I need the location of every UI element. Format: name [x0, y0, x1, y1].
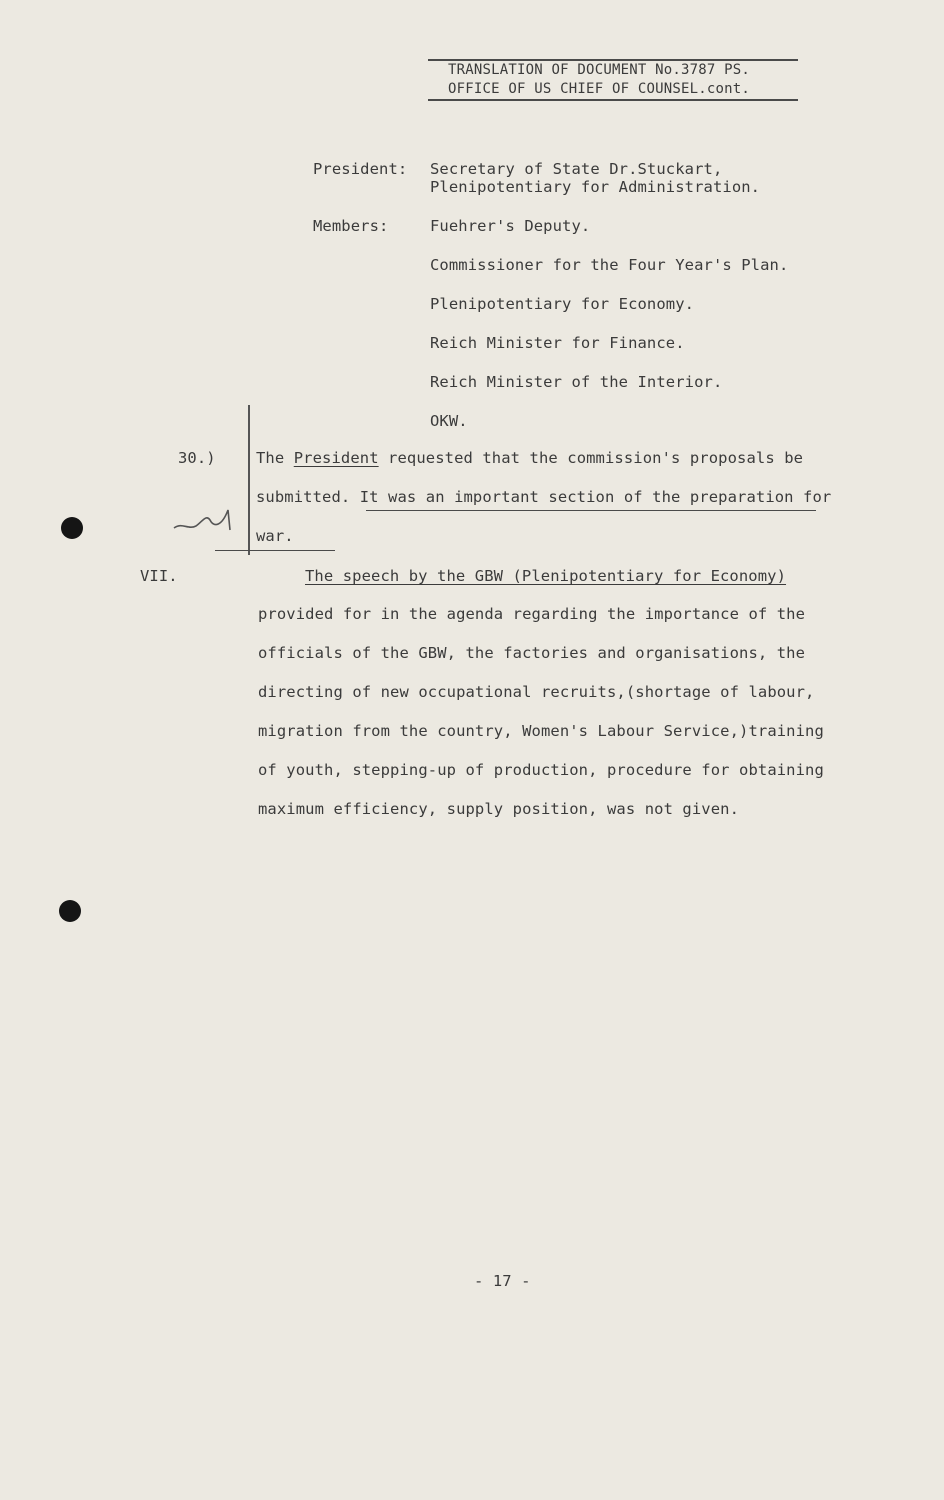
members-label: Members: [313, 217, 389, 235]
section-7-line: directing of new occupational recruits,(shortage of labour, [258, 683, 815, 701]
item-30-rest: requested that the commission's proposals be [378, 449, 804, 467]
section-7-line: migration from the country, Women's Labour Service,)training [258, 722, 824, 740]
handwritten-mark [170, 500, 240, 540]
section-7-heading: The speech by the GBW (Plenipotentiary for Economy) [305, 567, 787, 585]
member-item: Reich Minister of the Interior. [430, 373, 723, 391]
member-item: Fuehrer's Deputy. [430, 217, 591, 235]
president-label: President: [313, 160, 408, 178]
president-line-2: Plenipotentiary for Administration. [430, 178, 761, 196]
punch-hole-bottom [59, 900, 81, 922]
member-item: Commissioner for the Four Year's Plan. [430, 256, 789, 274]
punch-hole-top [61, 517, 83, 539]
member-item: Plenipotentiary for Economy. [430, 295, 695, 313]
item-30-number: 30.) [178, 449, 216, 467]
section-7-line: maximum efficiency, supply position, was not given. [258, 800, 740, 818]
item-30-line-2: submitted. It was an important section of the preparation for [256, 488, 832, 506]
item-30-line-3: war. [256, 527, 294, 545]
president-line-1: Secretary of State Dr.Stuckart, [430, 160, 723, 178]
item-30-underline [366, 510, 816, 511]
header-bottom-rule [428, 99, 798, 101]
header-top-rule [428, 59, 798, 61]
item-30-line-1 [256, 449, 803, 467]
section-7-line: officials of the GBW, the factories and organisations, the [258, 644, 806, 662]
margin-mark-line [248, 405, 250, 555]
header-line-2: OFFICE OF US CHIEF OF COUNSEL.cont. [448, 81, 751, 97]
member-item: OKW. [430, 412, 468, 430]
section-7-line: provided for in the agenda regarding the importance of the [258, 605, 806, 623]
page-number: - 17 - [474, 1272, 531, 1290]
item-30-bracket-line [215, 550, 335, 551]
item-30-the: The [256, 449, 294, 467]
section-7-number: VII. [140, 567, 178, 585]
section-7-line: of youth, stepping-up of production, procedure for obtaining [258, 761, 824, 779]
member-item: Reich Minister for Finance. [430, 334, 685, 352]
item-30-president: President [293, 449, 379, 467]
header-line-1: TRANSLATION OF DOCUMENT No.3787 PS. [448, 62, 751, 78]
